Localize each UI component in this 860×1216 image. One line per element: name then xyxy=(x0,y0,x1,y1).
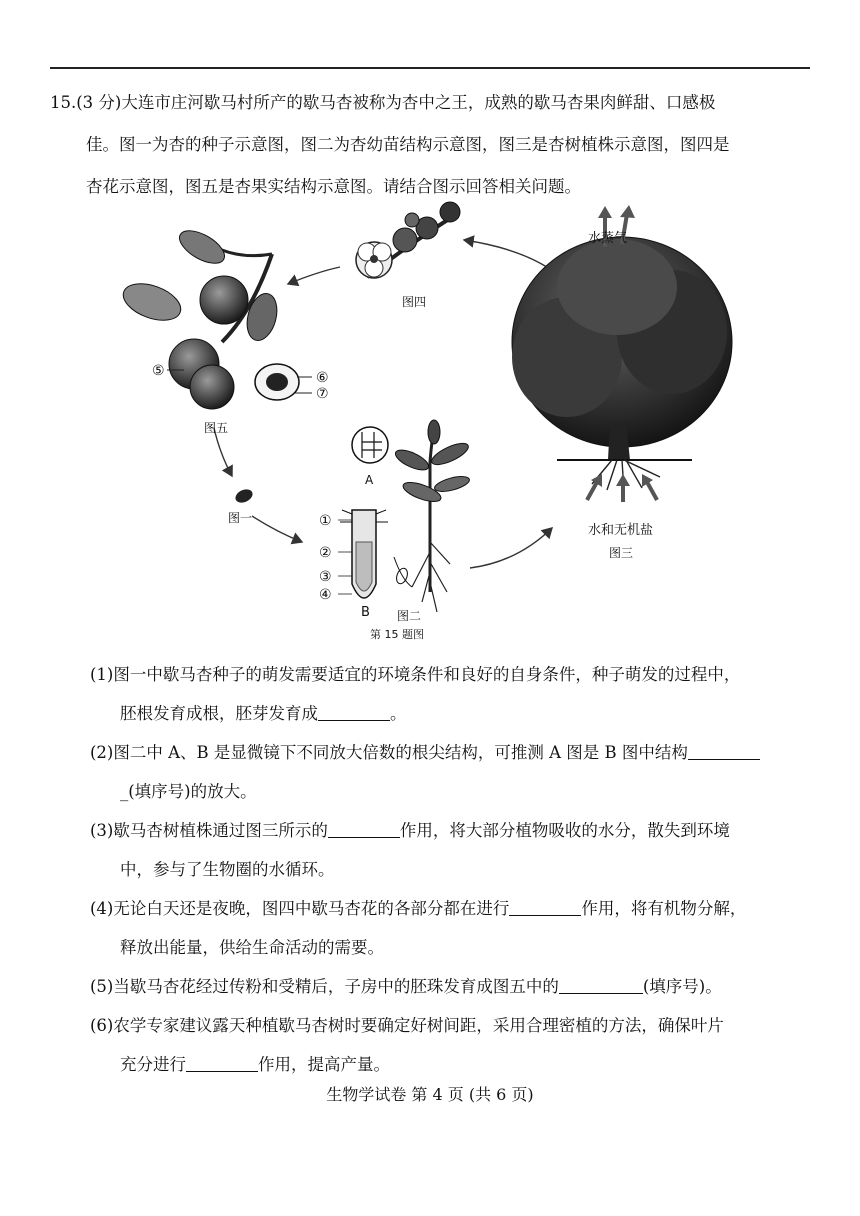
q6-line-1: (6)农学专家建议露天种植歇马杏树时要确定好树间距，采用合理密植的方法，确保叶片 xyxy=(90,1016,724,1035)
q3-text: (3)歇马杏树植株通过图三所示的 xyxy=(90,821,328,840)
fig3-label: 图三 xyxy=(609,546,634,560)
q2-line-1 xyxy=(90,733,790,772)
subquestion-4 xyxy=(90,889,790,967)
fig5-label: 图五 xyxy=(204,421,229,435)
q5-answer-blank[interactable] xyxy=(559,975,643,994)
subquestion-1 xyxy=(90,655,790,733)
vapor-label: 水蒸气 xyxy=(588,231,628,246)
q3-line-2: 中，参与了生物圈的水循环。 xyxy=(120,860,335,879)
figure-15 xyxy=(112,192,772,650)
q1-answer-blank[interactable] xyxy=(318,702,390,721)
subquestion-5 xyxy=(90,967,790,1006)
q6-text-2: 作用，提高产量。 xyxy=(258,1055,390,1074)
label-2: ② xyxy=(319,545,332,561)
stem-line-2: 佳。图一为杏的种子示意图，图二为杏幼苗结构示意图，图三是杏树植株示意图，图四是 xyxy=(86,135,730,154)
water-label: 水和无机盐 xyxy=(588,523,654,538)
apricot-fruit-illustration xyxy=(118,224,299,409)
q4-text: (4)无论白天还是夜晚，图四中歇马杏花的各部分都在进行 xyxy=(90,899,510,918)
seed-illustration xyxy=(233,487,254,505)
label-3: ③ xyxy=(319,569,332,585)
arrow-fig1-to-fig2 xyxy=(252,516,302,542)
label-b: B xyxy=(361,605,370,620)
q6-answer-blank[interactable] xyxy=(186,1053,258,1072)
q5-text-2: (填序号)。 xyxy=(642,977,722,996)
q4-line-2: 释放出能量，供给生命活动的需要。 xyxy=(120,938,384,957)
label-6: ⑥ xyxy=(316,370,329,386)
q1-line-2 xyxy=(90,694,790,733)
stem-line-1 xyxy=(50,82,780,124)
q6-line-2 xyxy=(90,1045,790,1084)
subquestion-3 xyxy=(90,811,790,889)
q5-text: (5)当歇马杏花经过传粉和受精后，子房中的胚珠发育成图五中的 xyxy=(90,977,559,996)
figure-15-drawing xyxy=(112,192,772,650)
label-1: ① xyxy=(319,513,332,529)
question-score: (3 分) xyxy=(76,93,122,112)
q3-line-1 xyxy=(90,811,790,850)
q2-line-2: _(填序号)的放大。 xyxy=(120,782,257,801)
arrow-fig4-to-fig5 xyxy=(288,267,340,284)
stem-text-1: 大连市庄河歇马村所产的歇马杏被称为杏中之王，成熟的歇马杏果肉鲜甜、口感极 xyxy=(121,93,716,112)
fig4-label: 图四 xyxy=(402,295,427,309)
fig2-label: 图二 xyxy=(397,609,422,623)
label-a: A xyxy=(365,473,374,487)
subquestion-2 xyxy=(90,733,790,811)
q1-line-1: (1)图一中歇马杏种子的萌发需要适宜的环境条件和良好的自身条件，种子萌发的过程中， xyxy=(90,665,741,684)
q1-end: 。 xyxy=(390,704,407,723)
stem-line-3: 杏花示意图，图五是杏果实结构示意图。请结合图示回答相关问题。 xyxy=(86,177,581,196)
q4-line-1 xyxy=(90,889,790,928)
q2-answer-blank[interactable] xyxy=(688,741,760,760)
label-5: ⑤ xyxy=(152,363,165,379)
figure-caption: 第 15 题图 xyxy=(370,628,424,641)
subquestions xyxy=(90,655,790,1084)
q1-text: 胚根发育成根，胚芽发育成 xyxy=(120,704,318,723)
question-number: 15. xyxy=(50,93,77,112)
apricot-flower-illustration xyxy=(356,202,460,278)
arrow-fig2-to-fig3 xyxy=(470,528,552,568)
q4-answer-blank[interactable] xyxy=(509,897,581,916)
arrow-fig5-to-fig1 xyxy=(214,428,232,476)
q3-text-2: 作用，将大部分植物吸收的水分，散失到环境 xyxy=(399,821,730,840)
q6-text: 充分进行 xyxy=(120,1055,186,1074)
subquestion-6 xyxy=(90,1006,790,1084)
label-7: ⑦ xyxy=(316,386,329,402)
q3-answer-blank[interactable] xyxy=(328,819,400,838)
seedling-illustration xyxy=(393,420,471,612)
apricot-tree-illustration xyxy=(512,205,732,502)
fig1-label: 图一 xyxy=(228,511,253,525)
q5-line-1 xyxy=(90,967,790,1006)
q4-text-2: 作用，将有机物分解， xyxy=(581,899,747,918)
page-footer: 生物学试卷 第 4 页 (共 6 页) xyxy=(326,1085,534,1104)
question-stem xyxy=(50,82,780,208)
q2-text: (2)图二中 A、B 是显微镜下不同放大倍数的根尖结构，可推测 A 图是 B 图中结构 xyxy=(90,743,688,762)
label-4: ④ xyxy=(319,587,332,603)
top-rule xyxy=(50,67,810,69)
